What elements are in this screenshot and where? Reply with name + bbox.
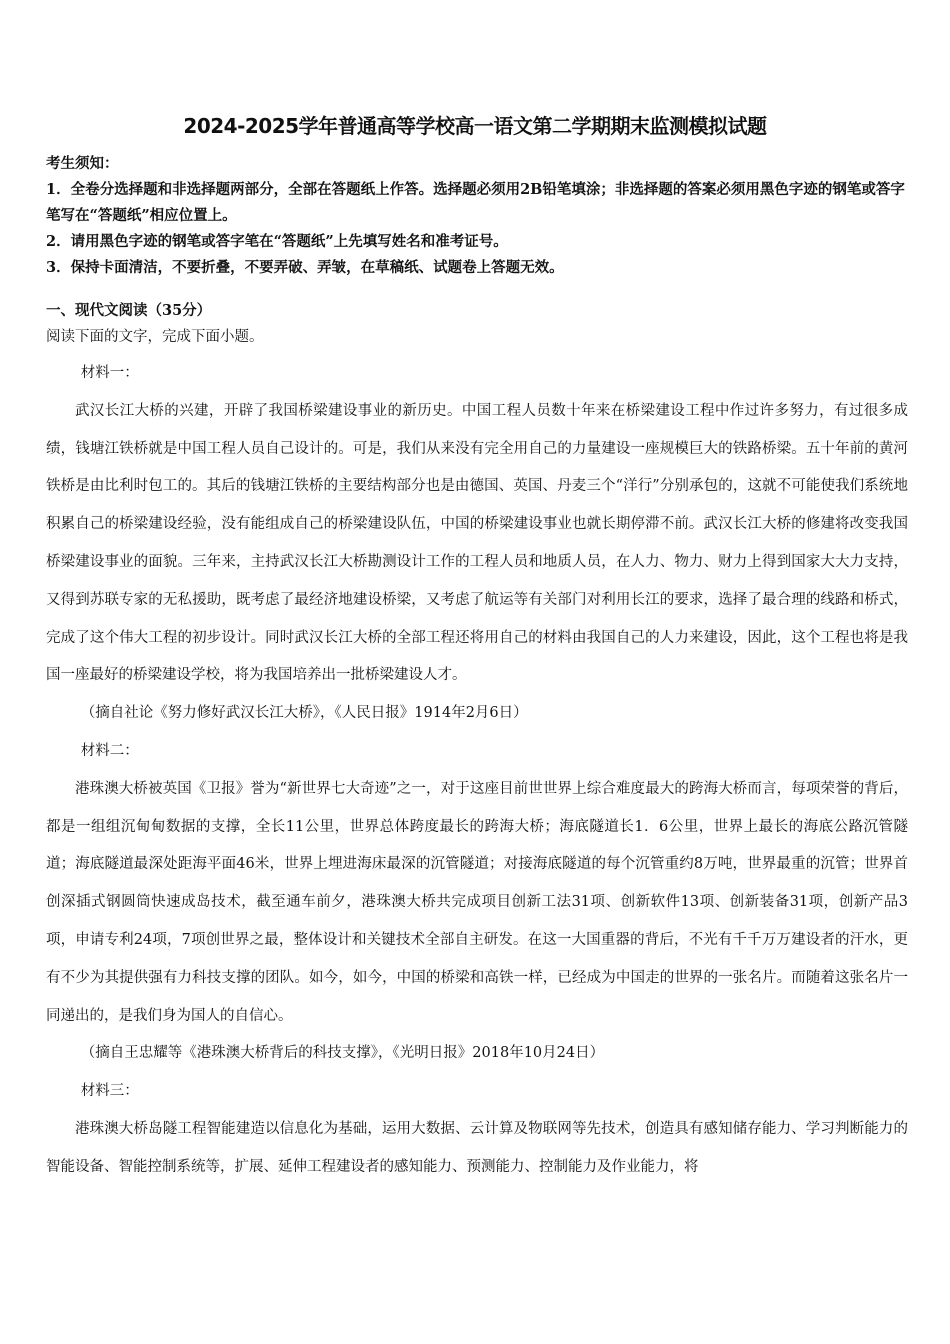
material-2-label: 材料二： [80,742,139,759]
notice-item-2: 2．请用黑色字迹的钢笔或答字笔在“答题纸”上先填写姓名和准考证号。 [46,233,508,250]
exam-title: 2024-2025学年普通高等学校高一语文第二学期期末监测模拟试题 [183,114,767,138]
material-2-text: 港珠澳大桥被英国《卫报》誉为“新世界七大奇迹”之一，对于这座目前世世界上综合难度最大的跨海大桥而言，每项荣誉的背后，都是一组组沉甸甸数据的支撑，全长11公里，世界总体跨度最长的跨海大桥；海底隧道长1．6公里，世界上最长的海底公路沉管隧道；海底隧道最深处距海平面46米，世界上埋进海床最深的沉管隧道；对接海底隧道的每个沉管重约8万吨，世界最重的沉管；世界首创深插式钢圆筒快速成岛技术，截至通车前夕，港珠澳大桥共完成项目创新工法31项、创新软件13项、创新装备31项，创新产品3项，申请专利24项，7项创世界之最，整体设计和关键技术全部自主研发。在这一大国重器的背后，不光有千千万万建设者的汗水，更有不少为其提供强有力科技支撑的团队。如今，如今，中国的桥梁和高铁一样，已经成为中国走的世界的一张名片。而随着这张名片一同递出的，是我们身为国人的自信心。 [46,780,908,1024]
reading-section [46,298,906,350]
section-heading: 一、现代文阅读（35分） [46,302,212,319]
material-1-source: （摘自社论《努力修好武汉长江大桥》，《人民日报》1914年2月6日） [80,705,528,722]
section-instruction: 阅读下面的文字，完成下面小题。 [46,329,264,345]
material-2-source: （摘自王忠耀等《港珠澳大桥背后的科技支撑》，《光明日报》2018年10月24日） [80,1045,605,1062]
material-1-label: 材料一： [80,365,139,381]
notice-item-1: 1．全卷分选择题和非选择题两部分，全部在答题纸上作答。选择题必须用2B铅笔填涂；非选择题的答案必须用黑色字迹的钢笔或答字笔写在“答题纸”相应位置上。 [46,181,905,224]
candidate-notice [46,151,906,281]
reading-materials [46,355,908,1187]
notice-heading: 考生须知： [46,155,119,172]
material-3-text: 港珠澳大桥岛隧工程智能建造以信息化为基础，运用大数据、云计算及物联网等先技术，创造具有感知储存能力、学习判断能力的智能设备、智能控制系统等，扩展、延伸工程建设者的感知能力、预测能力、控制能力及作业能力，将 [46,1120,908,1175]
material-3-label: 材料三： [80,1083,139,1100]
notice-item-3: 3．保持卡面清洁，不要折叠，不要弄破、弄皱，在草稿纸、试题卷上答题无效。 [46,259,564,276]
material-1-text: 武汉长江大桥的兴建，开辟了我国桥梁建设事业的新历史。中国工程人员数十年来在桥梁建设工程中作过许多努力，有过很多成绩，钱塘江铁桥就是中国工程人员自己设计的。可是，我们从来没有完全用自己的力量建设一座规模巨大的铁路桥梁。五十年前的黄河铁桥是由比利时包工的。其后的钱塘江铁桥的主要结构部分也是由德国、英国、丹麦三个“洋行”分别承包的，这就不可能使我们系统地积累自己的桥梁建设经验，没有能组成自己的桥梁建设队伍，中国的桥梁建设事业也就长期停滞不前。武汉长江大桥的修建将改变我国桥梁建设事业的面貌。三年来，主持武汉长江大桥勘测设计工作的工程人员和地质人员，在人力、物力、财力上得到国家大大力支持，又得到苏联专家的无私援助，既考虑了最经济地建设桥梁，又考虑了航运等有关部门对利用长江的要求，选择了最合理的线路和桥式，完成了这个伟大工程的初步设计。同时武汉长江大桥的全部工程还将用自己的材料由我国自己的人力来建设，因此，这个工程也将是我国一座最好的桥梁建设学校，将为我国培养出一批桥梁建设人才。 [46,402,908,684]
